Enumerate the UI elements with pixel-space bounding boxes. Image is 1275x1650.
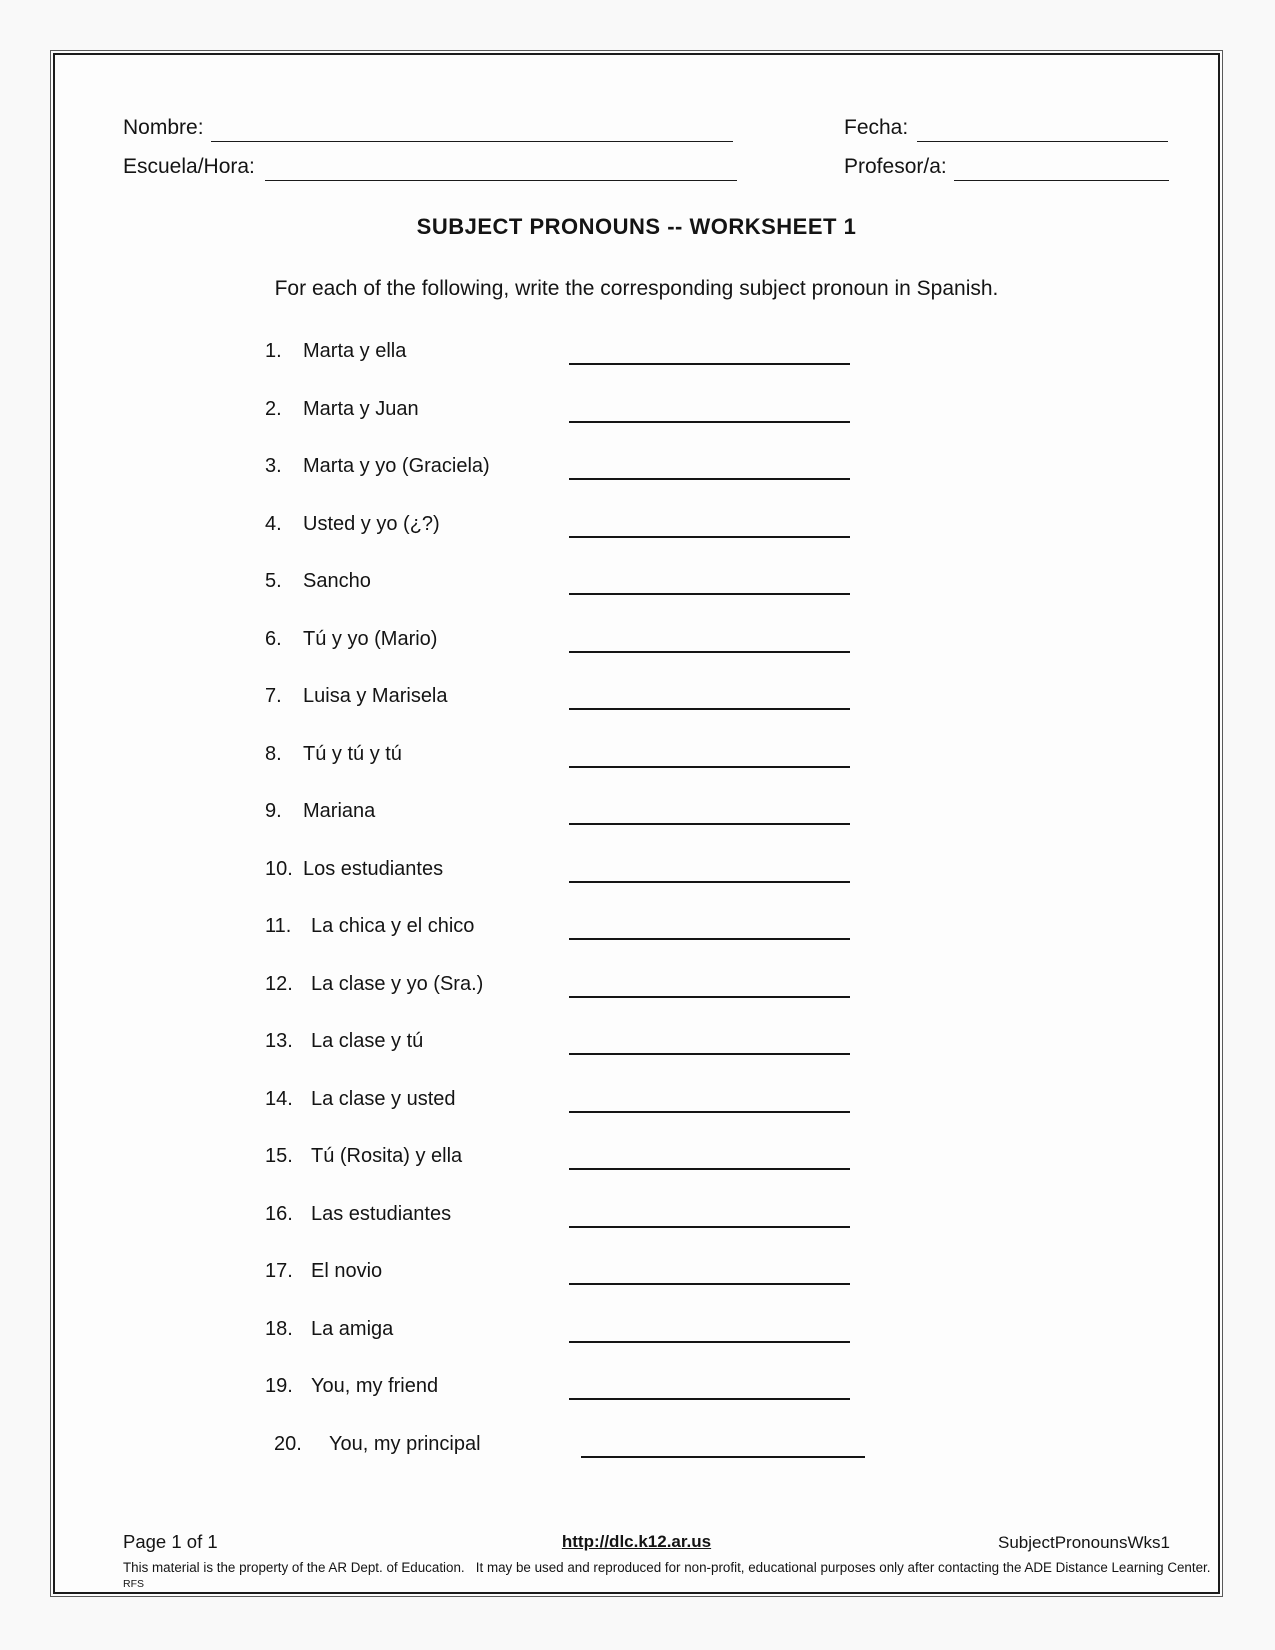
nombre-blank[interactable] <box>211 141 733 142</box>
question-label: La clase y yo (Sra.) <box>311 972 484 995</box>
question-label: Marta y yo (Graciela) <box>303 455 490 477</box>
answer-blank[interactable] <box>569 1168 850 1170</box>
answer-blank[interactable] <box>569 363 850 365</box>
answer-blank[interactable] <box>569 1111 850 1113</box>
question-row-6 <box>51 625 1222 683</box>
question-row-19 <box>51 1372 1222 1430</box>
question-number: 7. <box>265 685 282 707</box>
question-row-14 <box>51 1085 1222 1143</box>
question-label: Tú (Rosita) y ella <box>311 1145 463 1167</box>
question-row-2 <box>51 395 1222 453</box>
question-row-17 <box>51 1257 1222 1315</box>
escuela-hora-blank[interactable] <box>265 180 737 181</box>
answer-blank[interactable] <box>569 1283 850 1285</box>
question-row-5 <box>51 567 1222 625</box>
question-number: 14. <box>265 1087 293 1110</box>
question-label: You, my principal <box>329 1432 481 1455</box>
question-number: 16. <box>265 1202 293 1225</box>
answer-blank[interactable] <box>569 651 850 653</box>
profesor-label: Profesor/a: <box>844 155 947 178</box>
question-number: 11. <box>265 915 292 937</box>
question-number: 8. <box>265 742 282 765</box>
question-label: Tú y tú y tú <box>303 742 402 765</box>
document-id-text: SubjectPronounsWks1 <box>998 1533 1170 1552</box>
question-label: Luisa y Marisela <box>303 685 448 707</box>
question-number: 5. <box>265 570 282 592</box>
question-list <box>51 337 1222 1487</box>
question-label: Mariana <box>303 800 376 822</box>
worksheet-instruction: For each of the following, write the corresponding subject pronoun in Spanish. <box>274 277 999 300</box>
question-row-3 <box>51 452 1222 510</box>
question-number: 10. <box>265 857 293 880</box>
fecha-blank[interactable] <box>917 141 1168 142</box>
question-label: El novio <box>311 1260 383 1282</box>
answer-blank[interactable] <box>569 536 850 538</box>
answer-blank[interactable] <box>569 823 850 825</box>
worksheet-title: SUBJECT PRONOUNS -- WORKSHEET 1 <box>416 214 857 239</box>
answer-blank[interactable] <box>569 1341 850 1343</box>
answer-blank[interactable] <box>569 478 850 480</box>
page-number-text: Page 1 of 1 <box>123 1531 218 1552</box>
question-label: Marta y ella <box>303 340 407 362</box>
question-number: 19. <box>265 1375 293 1397</box>
question-number: 9. <box>265 800 282 822</box>
page-border-frame <box>50 50 1223 1597</box>
question-label: La clase y usted <box>311 1087 456 1110</box>
footer-url-link[interactable]: http://dlc.k12.ar.us <box>561 1532 712 1551</box>
question-number: 3. <box>265 455 282 477</box>
question-row-9 <box>51 797 1222 855</box>
answer-blank[interactable] <box>569 881 850 883</box>
escuela-hora-label: Escuela/Hora: <box>123 155 255 178</box>
question-row-20 <box>51 1430 1222 1488</box>
question-number: 12. <box>265 972 293 995</box>
question-label: La clase y tú <box>311 1030 424 1052</box>
answer-blank[interactable] <box>569 593 850 595</box>
fecha-label: Fecha: <box>844 116 909 139</box>
question-number: 17. <box>265 1260 293 1282</box>
nombre-label: Nombre: <box>123 116 204 139</box>
question-number: 15. <box>265 1145 293 1167</box>
question-number: 6. <box>265 627 282 650</box>
profesor-blank[interactable] <box>954 180 1169 181</box>
answer-blank[interactable] <box>569 996 850 998</box>
answer-blank[interactable] <box>569 1226 850 1228</box>
question-label: You, my friend <box>311 1375 439 1397</box>
disclaimer-text: This material is the property of the AR Dept. of Education. It may be used and reproduced for non-profit, educational purposes only after contacting the ADE Distance Learning Center. <box>123 1560 1215 1575</box>
question-row-10 <box>51 855 1222 913</box>
question-row-1 <box>51 337 1222 395</box>
question-row-7 <box>51 682 1222 740</box>
question-label: Marta y Juan <box>303 397 419 420</box>
question-label: Los estudiantes <box>303 857 444 880</box>
question-row-11 <box>51 912 1222 970</box>
question-label: Usted y yo (¿?) <box>303 512 440 535</box>
question-row-12 <box>51 970 1222 1028</box>
question-row-15 <box>51 1142 1222 1200</box>
question-row-18 <box>51 1315 1222 1373</box>
answer-blank[interactable] <box>581 1456 865 1458</box>
answer-blank[interactable] <box>569 421 850 423</box>
question-number: 4. <box>265 512 282 535</box>
question-row-16 <box>51 1200 1222 1258</box>
question-label: Sancho <box>303 570 371 592</box>
question-row-8 <box>51 740 1222 798</box>
disclaimer-initials: RFS <box>123 1578 144 1590</box>
answer-blank[interactable] <box>569 938 850 940</box>
question-row-4 <box>51 510 1222 568</box>
question-number: 2. <box>265 397 282 420</box>
question-label: La chica y el chico <box>311 915 475 937</box>
question-number: 13. <box>265 1030 293 1052</box>
copyright-disclaimer <box>123 1560 1222 1590</box>
question-row-13 <box>51 1027 1222 1085</box>
question-label: La amiga <box>311 1317 394 1340</box>
question-number: 18. <box>265 1317 293 1340</box>
question-label: Las estudiantes <box>311 1202 452 1225</box>
answer-blank[interactable] <box>569 1053 850 1055</box>
answer-blank[interactable] <box>569 1398 850 1400</box>
question-label: Tú y yo (Mario) <box>303 627 438 650</box>
question-number: 1. <box>265 340 282 362</box>
answer-blank[interactable] <box>569 766 850 768</box>
answer-blank[interactable] <box>569 708 850 710</box>
question-number: 20. <box>274 1432 302 1455</box>
